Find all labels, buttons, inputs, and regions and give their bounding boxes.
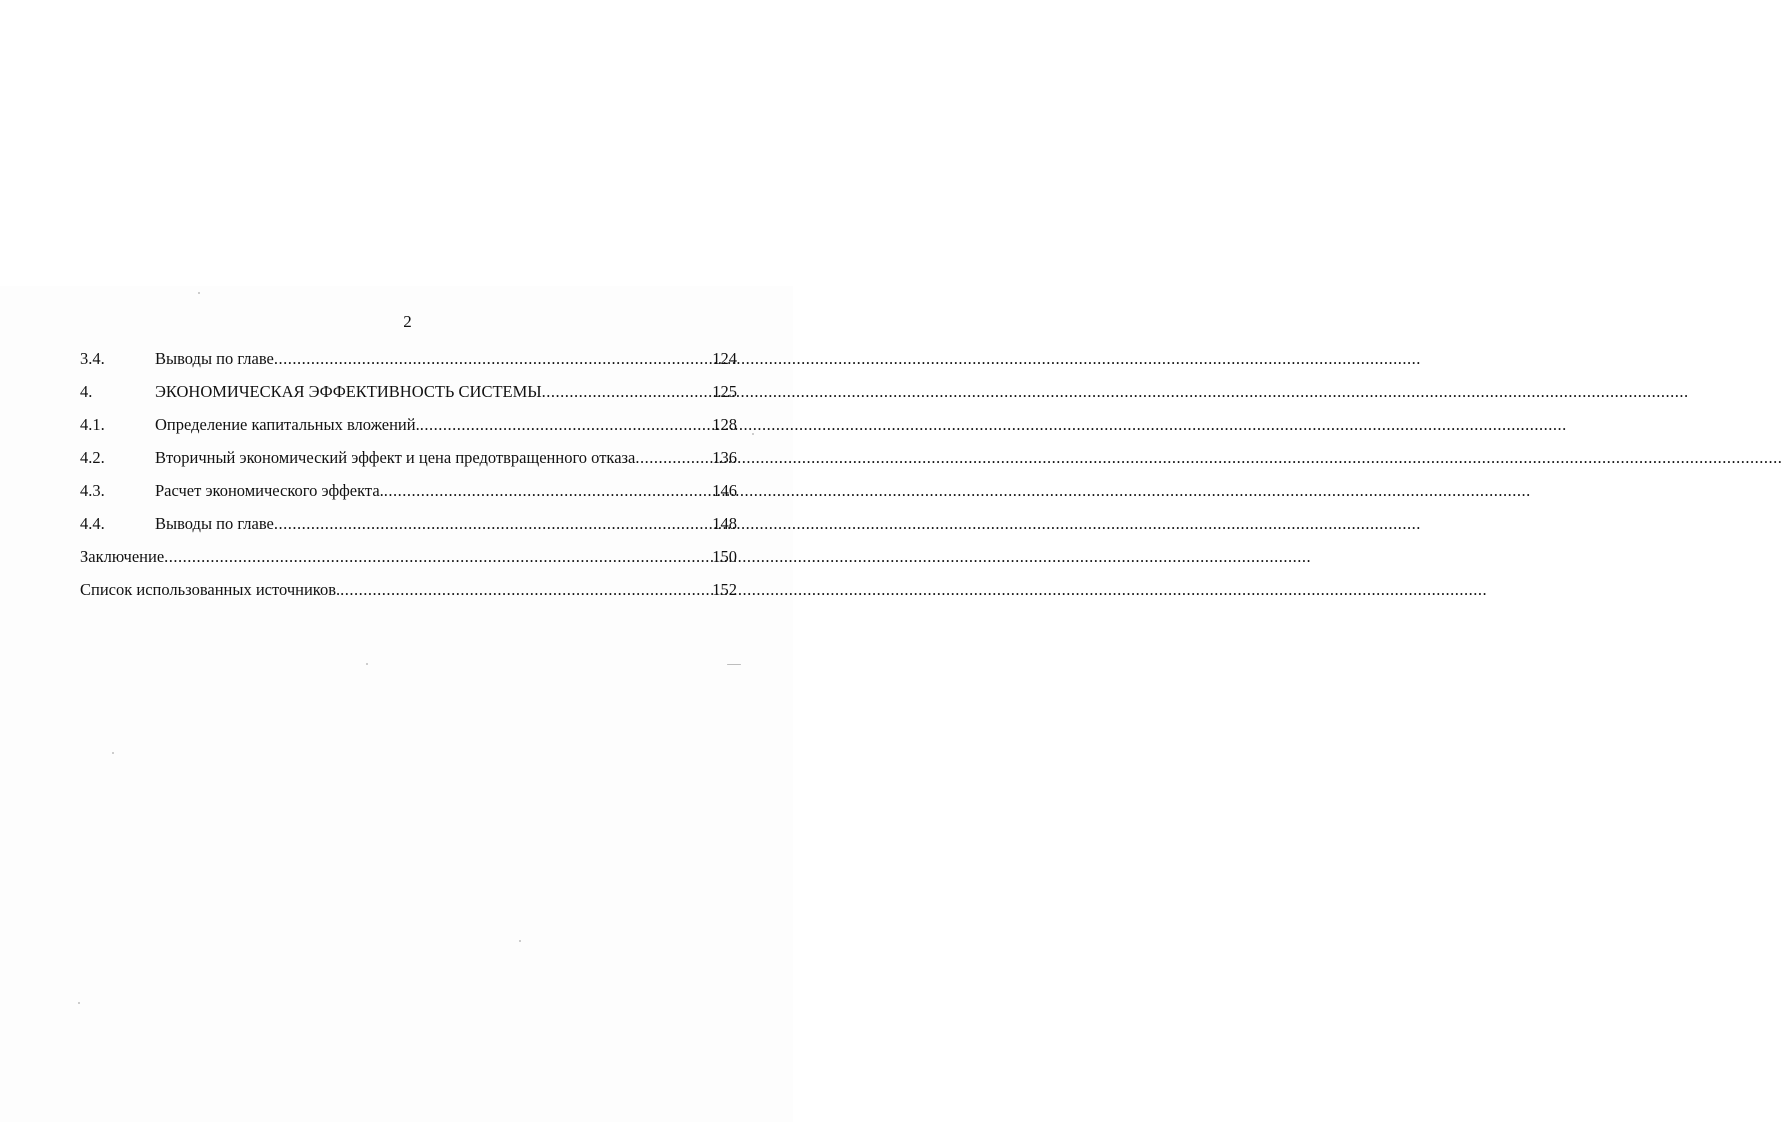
- toc-entry-title: Заключение: [80, 547, 165, 566]
- scan-speck: [198, 292, 200, 294]
- scan-speck: [727, 664, 741, 665]
- toc-dot-leader: [274, 514, 712, 534]
- toc-entry-page: 125: [712, 382, 737, 401]
- toc-entry: [80, 415, 737, 448]
- toc-dot-leader: [384, 481, 712, 501]
- toc-entry-number: 3.4.: [80, 349, 105, 368]
- toc-dot-leader: [542, 382, 713, 402]
- toc-entry-page: 124: [712, 349, 737, 368]
- toc-entry-title: Расчет экономического эффекта.: [155, 481, 384, 500]
- toc-entry-title: Вторичный экономический эффект и цена предотвращенного отказа: [155, 448, 636, 467]
- toc-entry-number: 4.1.: [80, 415, 105, 434]
- toc-entry-title: Список использованных источников.: [80, 580, 341, 599]
- toc-dot-leader: [274, 349, 712, 369]
- scan-speck: [112, 752, 114, 754]
- scan-speck: [752, 433, 754, 435]
- toc-entry-title: Выводы по главе: [155, 349, 274, 368]
- toc-entry-page: 146: [712, 481, 737, 500]
- scan-speck: [366, 663, 368, 665]
- toc-entry: [80, 580, 737, 613]
- toc-dot-leader: [635, 448, 712, 468]
- toc-entry-number: 4.4.: [80, 514, 105, 533]
- toc-entry: [80, 349, 737, 382]
- toc-entry: [80, 514, 737, 547]
- toc-entry-page: 136: [712, 448, 737, 467]
- toc-entry-page: 148: [712, 514, 737, 533]
- toc-entry-title: Определение капитальных вложений.: [155, 415, 420, 434]
- scan-speck: [519, 940, 521, 942]
- toc-entry-page: 128: [712, 415, 737, 434]
- toc-entry: [80, 448, 737, 481]
- toc-entry-page: 150: [712, 547, 737, 566]
- toc-entry-number: 4.2.: [80, 448, 105, 467]
- toc-entry-title: Выводы по главе: [155, 514, 274, 533]
- toc-entry-page: 152: [712, 580, 737, 599]
- toc-dot-leader: [420, 415, 713, 435]
- toc-entry-number: 4.: [80, 382, 93, 401]
- toc-dot-leader: [340, 580, 712, 600]
- page-number: 2: [403, 312, 412, 331]
- toc-entry-title: ЭКОНОМИЧЕСКАЯ ЭФФЕКТИВНОСТЬ СИСТЕМЫ: [155, 382, 542, 401]
- table-of-contents: [80, 349, 737, 613]
- scan-speck: [78, 1002, 80, 1004]
- toc-entry: [80, 547, 737, 580]
- toc-dot-leader: [164, 547, 712, 567]
- toc-entry: [80, 481, 737, 514]
- toc-entry: [80, 382, 737, 415]
- toc-entry-number: 4.3.: [80, 481, 105, 500]
